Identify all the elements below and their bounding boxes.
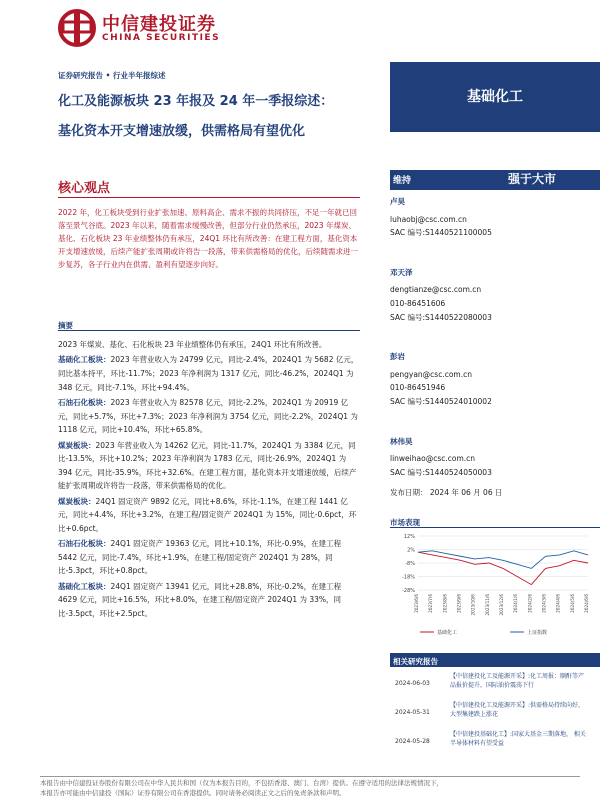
- series-line: [418, 552, 588, 584]
- sector-label: 基础化工: [467, 89, 523, 105]
- analyst-sac: SAC 编号:S1440521100005: [390, 228, 492, 238]
- related-item[interactable]: [390, 702, 600, 731]
- analyst-card: [390, 435, 600, 480]
- x-tick-label: 2024/2/6: [527, 594, 533, 613]
- series-line: [418, 551, 588, 569]
- rating-bar: [390, 170, 600, 190]
- related-item[interactable]: [390, 673, 600, 702]
- x-tick-label: 2023/12/6: [499, 594, 504, 616]
- analyst-email: luhaobj@csc.com.cn: [390, 214, 467, 224]
- rating-action: 维持: [393, 176, 412, 186]
- x-tick-label: 2024/5/6: [569, 594, 575, 613]
- disclaimer-line2: 本报告亦可能由中信建投（国际）证券有限公司在香港提供。同时请务必阅读正文之后的免责条款和声明。: [40, 789, 346, 797]
- summary-section: [58, 537, 360, 578]
- summary-section: [58, 439, 360, 493]
- section-label: 基础化工板块：: [58, 355, 111, 365]
- analyst-card: [390, 195, 600, 240]
- analyst-name: 卢昊: [390, 197, 405, 206]
- section-text: 2023 年营业收入为 24799 亿元，同比-2.4%，2024Q1 为 5682 亿元，同比基本持平，环比-11.7%；2023 年净利润为 1317 亿元，同比-46.2%，2024Q1 为 348 亿元，同比-7.1%，环比+94.4%。: [58, 355, 359, 392]
- summary-section: [58, 396, 360, 437]
- section-label: 煤炭板块：: [58, 440, 96, 450]
- analyst-sac: SAC 编号:S1440524050003: [390, 467, 492, 477]
- analyst-email: dengtianze@csc.com.cn: [390, 285, 482, 295]
- related-date: 2024-05-28: [395, 738, 430, 745]
- analyst-phone: 010-86451606: [390, 298, 446, 308]
- publish-date: 发布日期： 2024 年 06 月 06 日: [390, 488, 503, 497]
- x-tick-label: 2024/4/6: [555, 594, 561, 613]
- analyst-sac: SAC 编号:S1440524010002: [390, 396, 492, 406]
- related-date: 2024-05-31: [395, 709, 430, 716]
- core-view-text: 2022 年，化工板块受到行业扩张加速、原料高企、需求不振的共同挤压，不足一年就已回落至景气谷底。2023 年以来，随着需求缓慢改善，但部分行业仍然承压，2023 年煤炭、基化、石化板块 23 年业绩整体仍有承压，24Q1 环比有所改善：在建工程方面，基化资本开支增速放缓，后续产能扩张周期或许将告一段落，带来供需格局的优化，后续随需求进一步复苏，各子行业内在供需、盈利有望逐步向好。: [58, 208, 358, 269]
- x-tick-label: 2024/1/6: [513, 594, 519, 613]
- summary-title: 摘要: [58, 321, 73, 330]
- y-tick-label: 12%: [403, 534, 415, 540]
- summary-section: [58, 495, 360, 536]
- analyst-email: pengyan@csc.com.cn: [390, 369, 472, 379]
- related-list: [390, 673, 600, 760]
- section-text: 2023 年营业收入为 82578 亿元，同比-2.2%，2024Q1 为 20919 亿元，同比+5.7%，环比+7.3%；2023 年净利润为 3754 亿元，同比-2.2%，2024Q1 为 1118 亿元，同比+10.4%，环比+65.8%。: [58, 397, 358, 435]
- related-desc: 【中信建投化工及能源开采】:化工周报：顺酐等产品报价提升，国际油价震荡下行: [450, 673, 585, 689]
- footer-divider: [40, 776, 580, 777]
- core-view-title: 核心观点: [58, 181, 111, 196]
- section-label: 基础化工板块：: [58, 581, 111, 591]
- related-title: 相关研究报告: [393, 657, 438, 666]
- logo-text-en: CHINA SECURITIES: [102, 33, 221, 43]
- analyst-list: [390, 195, 600, 505]
- market-chart: [390, 530, 600, 640]
- y-tick-label: 2%: [407, 547, 415, 554]
- market-divider: [390, 527, 600, 528]
- analyst-card: [390, 266, 600, 324]
- related-desc: 【中信建投基础化工】:国家大基金三期落地， 相关半导体材料有望受益: [450, 731, 586, 747]
- summary-divider: [58, 330, 360, 331]
- market-title: 市场表现: [390, 518, 420, 527]
- section-text: 2023 年营业收入为 14262 亿元，同比-11.7%，2024Q1 为 3384 亿元，同比-13.5%，环比+10.2%；2023 年净利润为 1783 亿元，同比-26.9%，2024Q1 为 394 亿元，同比-35.9%，环比+32.6%。在建工程方面，基化资本开支增速放缓，后续产能扩张周期或许将告一段落，带来供需格局的优化。: [58, 440, 357, 491]
- analyst-sac: SAC 编号:S1440522080003: [390, 312, 492, 322]
- logo-text-cn: 中信建投证券: [102, 14, 216, 35]
- disclaimer-line1: 本报告由中信建投证券股份有限公司在中华人民共和国（仅为本报告目的，不包括香港、澳门、台湾）提供。在遵守适用的法律法规情况下，: [40, 779, 443, 787]
- related-desc: 【中信建投化工及能源开采】:供需格局持续向好，大型集建跌上涨花: [450, 702, 585, 718]
- section-text: 24Q1 固定资产 19363 亿元，同比+10.1%，环比-0.9%，在建工程 5442 亿元，同比-7.4%，环比+1.9%，在建工程/固定资产 2024Q1 为 28%，同比-5.3pct，环比+0.8pct。: [58, 539, 342, 576]
- x-tick-label: 2023/10/6: [470, 594, 476, 616]
- summary-intro: 2023 年煤炭、基化、石化板块 23 年业绩整体仍有承压，24Q1 环比有所改善。: [58, 340, 327, 349]
- y-tick-label: -18%: [402, 574, 415, 581]
- report-title-line2: 基化资本开支增速放缓，供需格局有望优化: [58, 124, 306, 139]
- x-tick-label: 2023/8/6: [442, 594, 448, 613]
- section-label: 石油石化板块：: [58, 539, 111, 549]
- section-text: 24Q1 固定资产 9892 亿元，同比+8.6%，环比-1.1%，在建工程 1441 亿元，同比+4.4%，环比+3.2%，在建工程/固定资产 2024Q1 为 15%，同比-0.6pct，环比+0.6pct。: [58, 496, 357, 533]
- x-tick-label: 2023/7/6: [428, 594, 434, 613]
- legend-label: 上证指数: [527, 630, 548, 636]
- summary-section: [58, 353, 360, 394]
- x-tick-label: 2023/9/6: [456, 594, 462, 613]
- report-title-line1: 化工及能源板块 23 年报及 24 年一季报综述：: [58, 94, 334, 109]
- x-tick-label: 2023/6/6: [414, 594, 419, 613]
- analyst-name: 彭岩: [390, 352, 405, 362]
- analyst-name: 林伟昊: [390, 436, 413, 446]
- breadcrumb: 证券研究报告 • 行业半年报综述: [58, 71, 166, 80]
- analyst-name: 邓天泽: [390, 267, 413, 277]
- analyst-email: linweihao@csc.com.cn: [390, 454, 476, 464]
- analyst-card: [390, 350, 600, 408]
- x-tick-label: 2024/6/6: [584, 594, 589, 613]
- analyst-phone: 010-86451946: [390, 383, 446, 393]
- y-tick-label: -28%: [402, 588, 415, 594]
- summary-body: [58, 338, 360, 622]
- related-date: 2024-06-03: [395, 680, 430, 687]
- section-label: 煤炭板块：: [58, 496, 96, 506]
- logo-emblem-icon: [55, 8, 99, 48]
- rating-value: 强于大市: [508, 172, 557, 186]
- section-text: 24Q1 固定资产 13941 亿元，同比+28.8%，环比-0.2%，在建工程 4629 亿元，同比+16.5%，环比+8.0%，在建工程/固定资产 2024Q1 为 33%，同比-3.5pct，环比+2.5pct。: [58, 581, 342, 619]
- section-label: 石油石化板块：: [58, 397, 111, 407]
- x-tick-label: 2024/3/6: [541, 594, 547, 613]
- x-tick-label: 2023/11/6: [484, 594, 490, 616]
- legend-label: 基础化工: [437, 630, 458, 636]
- related-item[interactable]: [390, 731, 600, 760]
- y-tick-label: -8%: [405, 561, 415, 567]
- core-divider: [58, 197, 360, 198]
- summary-section: [58, 580, 360, 621]
- disclaimer-footer: [40, 778, 580, 798]
